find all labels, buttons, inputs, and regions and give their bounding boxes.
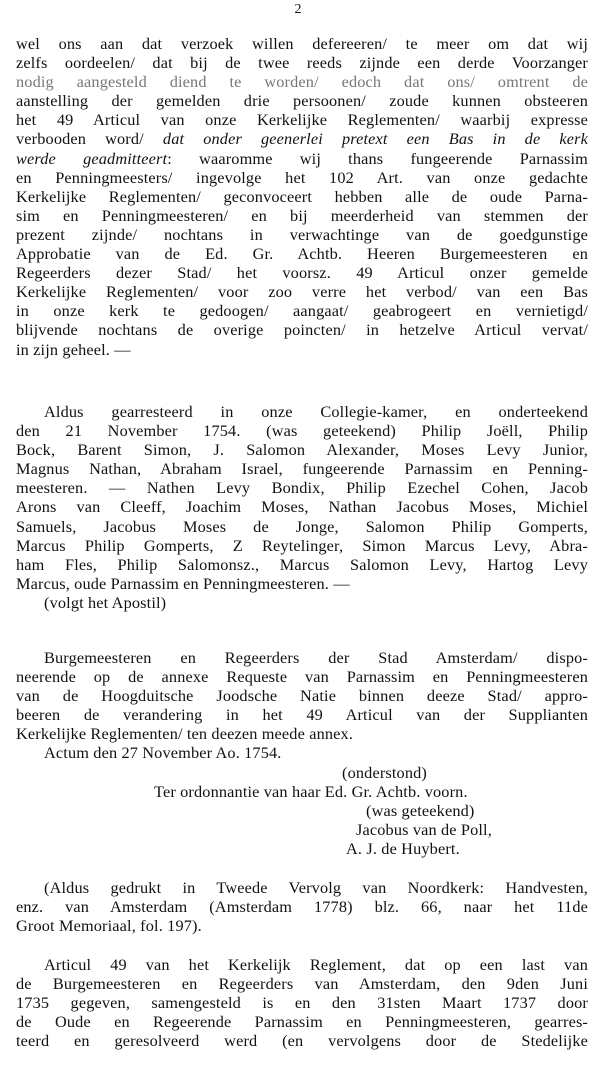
text-line: enz. van Amsterdam (Amsterdam 1778) blz. 66, naar het 11de bbox=[16, 897, 588, 917]
text-line bbox=[16, 149, 588, 168]
text-line: den 21 November 1754. (was geteekend) Philip Joëll, Philip bbox=[16, 421, 588, 441]
text-line bbox=[16, 129, 588, 148]
text-line: neerende op de annexe Requeste van Parnassim en Penningmeesteren bbox=[16, 667, 588, 687]
text-line: teerd en geresolveerd werd (en vervolgens door de Stedelijke bbox=[16, 1031, 588, 1051]
text-line: wel ons aan dat verzoek willen defereeren/ te meer om dat wij bbox=[16, 34, 588, 53]
text-line: de Burgemeesteren en Regeerders van Amsterdam, den 9den Juni bbox=[16, 974, 588, 994]
text-line: sim en Penningmeesteren/ en bij meerderheid van stemmen der bbox=[16, 205, 588, 225]
text-line: Articul 49 van het Kerkelijk Reglement, dat op een last van bbox=[44, 955, 588, 974]
text-line: en Penningmeesters/ ingevolge het 102 Art. van onze gedachte bbox=[16, 167, 588, 187]
text-line: Actum den 27 November Ao. 1754. bbox=[44, 743, 282, 763]
text-line: Kerkelijke Reglementen/ ten deezen meede annex. bbox=[16, 724, 354, 744]
text-line: Regeerders dezer Stad/ het voorsz. 49 Articul onzer gemelde bbox=[16, 263, 588, 283]
text-line: nodig aangesteld diend te worden/ edoch dat ons/ omtrent de bbox=[16, 72, 588, 92]
text-line: prezent zijnde/ nochtans in verwachtinge van de goedgunstige bbox=[16, 224, 588, 244]
text-line: blijvende nochtans de overige poincten/ in hetzelve Articul vervat/ bbox=[16, 320, 588, 340]
text-line: Aldus gearresteerd in onze Collegie-kamer, en onderteekend bbox=[44, 402, 588, 421]
text-line: Bock, Barent Simon, J. Salomon Alexander, Moses Levy Junior, bbox=[16, 440, 588, 460]
text-segment: verbooden word/ bbox=[16, 129, 144, 149]
text-line: zelfs oordeelen/ dat bij de twee reeds zijnde een derde Voorzanger bbox=[16, 53, 588, 73]
text-line: Groot Memoriaal, fol. 197). bbox=[16, 916, 202, 936]
text-line: het 49 Articul van onze Kerkelijke Reglementen/ waarbij expresse bbox=[16, 110, 588, 130]
signature-block bbox=[16, 763, 588, 858]
text-line: van de Hoogduitsche Joodsche Natie binnen deeze Stad/ appro- bbox=[16, 686, 588, 706]
was-geteekend-label: (was geteekend) bbox=[366, 801, 475, 821]
paragraph-apostil bbox=[16, 648, 588, 763]
text-line: Kerkelijke Reglementen/ geconvoceert hebben alle de oude Parna- bbox=[16, 186, 588, 206]
text-line: Burgemeesteren en Regeerders der Stad Amsterdam/ dispo- bbox=[44, 648, 588, 667]
text-segment: : waaromme wij thans fungeerende Parnassim bbox=[167, 148, 588, 168]
paragraph-signatories bbox=[16, 402, 588, 612]
italic-quote: werde geadmitteert bbox=[16, 148, 168, 168]
text-line: Magnus Nathan, Abraham Israel, fungeerende Parnassim en Penning- bbox=[16, 459, 588, 479]
text-line: meesteren. — Nathen Levy Bondix, Philip Ezechel Cohen, Jacob bbox=[16, 478, 588, 498]
page-number: 2 bbox=[294, 2, 302, 17]
signatory-name: Jacobus van de Poll, bbox=[356, 820, 492, 840]
text-line: Marcus Philip Gomperts, Z Reytelinger, Simon Marcus Levy, Abra- bbox=[16, 535, 588, 555]
text-line: Approbatie van de Ed. Gr. Achtb. Heeren Burgemeesteren en bbox=[16, 244, 588, 264]
paragraph-continuation bbox=[16, 34, 588, 359]
text-line: Samuels, Jacobus Moses de Jonge, Salomon Philip Gomperts, bbox=[16, 516, 588, 536]
paragraph-articul-49 bbox=[16, 955, 588, 1050]
text-line: beeren de verandering in het 49 Articul van der Supplianten bbox=[16, 705, 588, 725]
text-line: Kerkelijke Reglementen/ voor zoo verre het verbod/ van een Bas bbox=[16, 282, 588, 302]
text-line: (volgt het Apostil) bbox=[44, 592, 167, 612]
text-line: in zijn geheel. — bbox=[16, 339, 131, 359]
text-line: in onze kerk te gedoogen/ aangaat/ geabrogeert en vernietigd/ bbox=[16, 301, 588, 321]
onderstond-label: (onderstond) bbox=[342, 763, 427, 782]
text-line: Arons van Cleeff, Joachim Moses, Nathan Jacobus Moses, Michiel bbox=[16, 497, 588, 517]
text-line: ham Fles, Philip Salomonsz., Marcus Salomon Levy, Hartog Levy bbox=[16, 554, 588, 574]
text-line: aanstelling der gemelden drie persoonen/ zoude kunnen obsteeren bbox=[16, 91, 588, 111]
paragraph-source-note bbox=[16, 878, 588, 935]
text-line: Marcus, oude Parnassim en Penningmeesteren. — bbox=[16, 573, 350, 593]
italic-quote: dat onder geenerlei pretext een Bas in de kerk bbox=[162, 129, 588, 149]
signatory-name: A. J. de Huybert. bbox=[346, 839, 460, 859]
text-line: de Oude en Regeerende Parnassim en Penningmeesteren, gearres- bbox=[16, 1012, 588, 1032]
text-line: (Aldus gedrukt in Tweede Vervolg van Noordkerk: Handvesten, bbox=[44, 878, 588, 897]
ordonnantie-line: Ter ordonnantie van haar Ed. Gr. Achtb. voorn. bbox=[154, 782, 468, 802]
text-line: 1735 gegeven, samengesteld is en den 31sten Maart 1737 door bbox=[16, 993, 588, 1013]
